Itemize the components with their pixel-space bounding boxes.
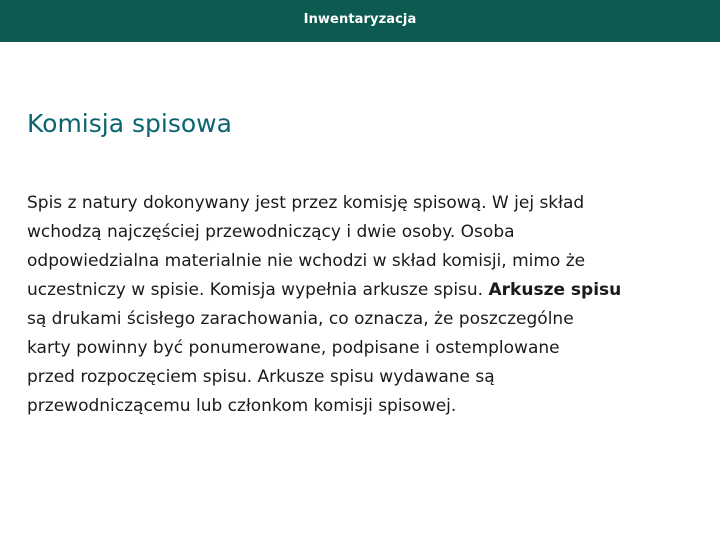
body-line-2: wchodzą najczęściej przewodniczący i dwie osoby. Osoba bbox=[27, 222, 515, 242]
bold-term: Arkusze spisu bbox=[488, 280, 622, 300]
body-line-4: uczestniczy w spisie. Komisja wypełnia arkusze spisu. bbox=[27, 280, 489, 300]
header-bar bbox=[0, 0, 720, 42]
slide-body-text bbox=[27, 189, 697, 421]
body-line-8: przewodniczącemu lub członkom komisji spisowej. bbox=[27, 396, 457, 416]
body-line-1: Spis z natury dokonywany jest przez komisję spisową. W jej skład bbox=[27, 193, 585, 213]
body-line-7: przed rozpoczęciem spisu. Arkusze spisu wydawane są bbox=[27, 367, 495, 387]
slide-title: Komisja spisowa bbox=[27, 109, 232, 138]
body-line-5: są drukami ścisłego zarachowania, co oznacza, że poszczególne bbox=[27, 309, 574, 329]
body-line-3: odpowiedzialna materialnie nie wchodzi w skład komisji, mimo że bbox=[27, 251, 586, 271]
header-title: Inwentaryzacja bbox=[303, 12, 417, 27]
body-line-6: karty powinny być ponumerowane, podpisane i ostemplowane bbox=[27, 338, 560, 358]
